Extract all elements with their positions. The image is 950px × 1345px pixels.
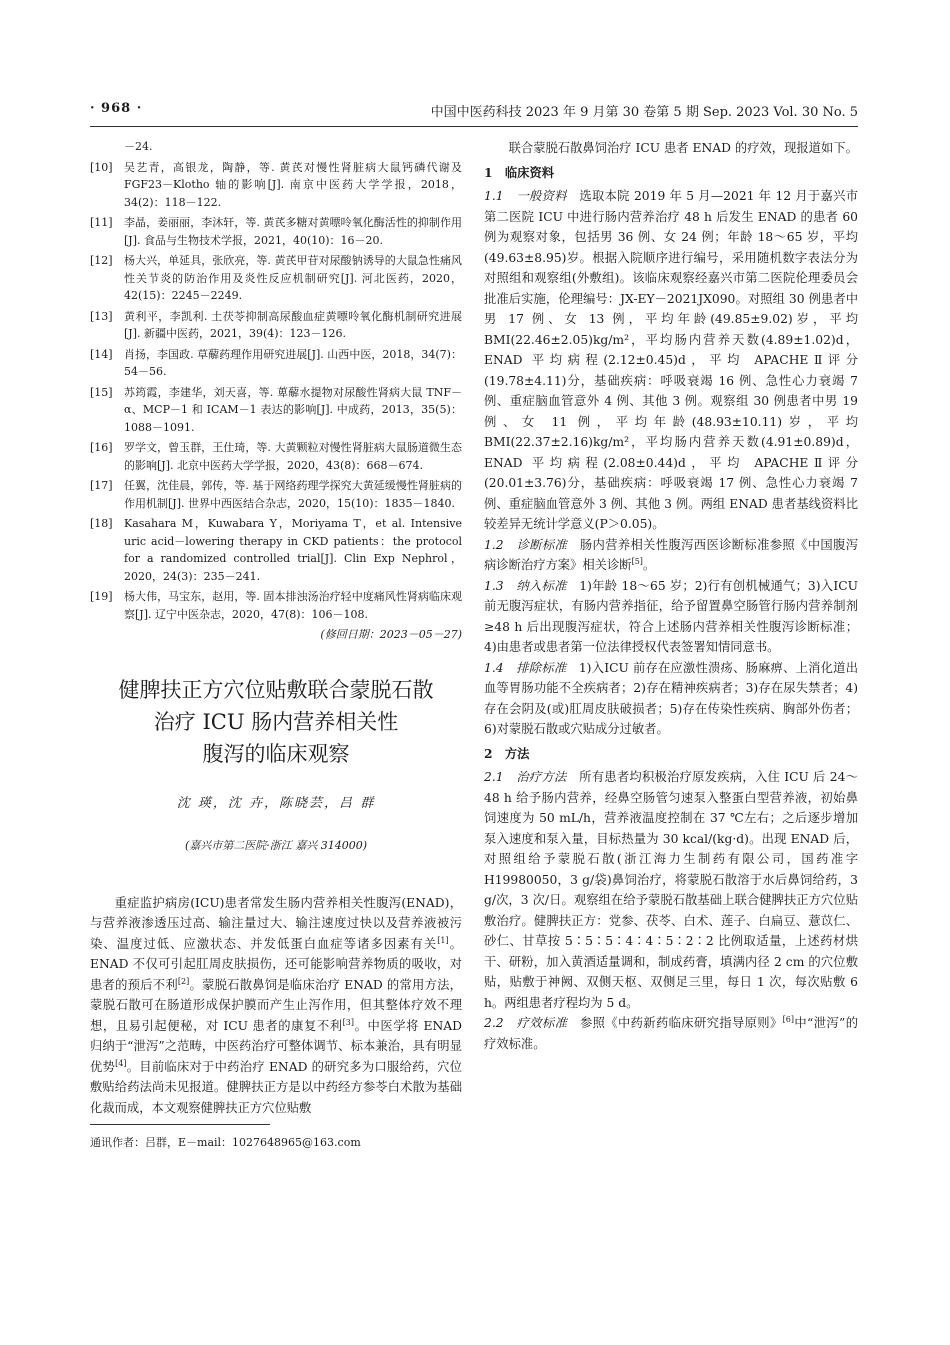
intro-paragraph: 重症监护病房(ICU)患者常发生肠内营养相关性腹泻(ENAD)，与营养液渗透压过高、输注量过大、输注速度过快以及营养液被污染、温度过低、应激状态、并发低蛋白血症等诸多因素有关[1]。ENAD 不仅可引起肛周皮肤损伤，还可能影响营养物质的吸收，对患者的预后不利[2]。蒙脱石散鼻饲是临床治疗 ENAD 的常用方法，蒙脱石散可在肠道形成保护膜而产生止泻作用，但其整体疗效不理想，且易引起便秘，对 ICU 患者的康复不利[3]。中医学将 ENAD 归纳于“泄泻”之范畴，中医药治疗可整体调节、标本兼治，具有明显优势[4]。目前临床对于中药治疗 ENAD 的研究多为口服给药，穴位敷贴给药法尚未见报道。健脾扶正方是以中药经方参苓白术散为基础化裁而成，本文观察健脾扶正方穴位贴敷 xyxy=(90,895,462,1115)
reference-text: 杨大伟，马宝东，赵用，等. 固本排浊汤治疗轻中度痛风性肾病临床观察[J]. 辽宁中医杂志，2020，47(8)：106－108. xyxy=(124,590,462,621)
reference-item xyxy=(90,515,462,585)
reference-text: 罗学文，曾玉群，王仕琦，等. 大黄颗粒对慢性肾脏病大鼠肠道微生态的影响[J]. 北京中医药大学学报，2020，43(8)：668－674. xyxy=(124,441,462,472)
article-title-line-2: 治疗 ICU 肠内营养相关性 xyxy=(153,709,399,734)
affiliation: (嘉兴市第二医院·浙江 嘉兴 314000) xyxy=(184,839,368,852)
section-heading-2: 2 方法 xyxy=(484,745,530,761)
intro-continuation: 联合蒙脱石散鼻饲治疗 ICU 患者 ENAD 的疗效，现报道如下。 xyxy=(508,141,858,155)
page-number: · 968 · xyxy=(90,101,143,116)
reference-list xyxy=(90,159,462,624)
reference-item xyxy=(90,384,462,437)
subsection-1-4: 1.4 排除标准 1)入ICU 前存在应激性溃疡、肠麻痹、上消化道出血等胃肠功能不全疾病者；2)存在精神疾病者；3)存在尿失禁者；4)存在会阴及(或)肛周皮肤破损者；5)存在传染性疾病、胸部外伤者；6)对蒙脱石散或穴贴成分过敏者。 xyxy=(484,660,858,736)
subsection-label: 1.1 一般资料 xyxy=(484,189,567,203)
authors: 沈 瑛，沈 卉，陈晓芸，吕 群 xyxy=(176,795,376,811)
right-column xyxy=(484,138,858,1054)
reference-text: 吴艺青，高银龙，陶静，等. 黄芪对慢性肾脏病大鼠钙磷代谢及 FGF23－Klotho 轴的影响[J]. 南京中医药大学学报，2018，34(2)：118－122. xyxy=(124,160,462,209)
reference-item xyxy=(90,159,462,212)
article-title-line-3: 腹泻的临床观察 xyxy=(202,741,350,766)
subsection-label: 1.3 纳入标准 xyxy=(484,578,567,593)
reference-number: [16] xyxy=(90,441,113,454)
page-header xyxy=(90,96,858,127)
citation-4: [4] xyxy=(115,1058,127,1068)
reference-item xyxy=(90,252,462,305)
subsection-1-3: 1.3 纳入标准 1)年龄 18～65 岁；2)行有创机械通气；3)入ICU 前无腹泻症状，有肠内营养指征，给予留置鼻空肠管行肠内营养制剂≥48 h 后出现腹泻症状，符合上述肠内营养相关性腹泻诊断标准；4)由患者或患者第一位法律授权代表签署知情同意书。 xyxy=(484,578,858,654)
subsection-label: 1.2 诊断标准 xyxy=(484,537,568,552)
subsection-label: 2.1 治疗方法 xyxy=(484,770,567,784)
reference-text: 任翼，沈佳晨，郭传，等. 基于网络药理学探究大黄延缓慢性肾脏病的作用机制[J]. 世界中西医结合杂志，2020，15(10)：1835－1840. xyxy=(124,479,462,510)
reference-item xyxy=(90,477,462,512)
subsection-1-1: 1.1 一般资料 选取本院 2019 年 5 月—2021 年 12 月于嘉兴市第二医院 ICU 中进行肠内营养治疗 48 h 后发生 ENAD 的患者 60 例为观察对象，包括男 36 例、女 24 例；年龄 18～65 岁，平均(49.63±8.95)岁。根据入院顺序进行编号，采用随机数字表法分为对照组和观察组(外敷组)。该临床观察经嘉兴市第二医院伦理委员会批准后实施，伦理编号：JX-EY－2021JX090。对照组 30 例患者中男 17 例、女 13 例，平均年龄(49.85±9.02)岁，平均 BMI(22.46±2.05)kg/m²，平均肠内营养天数(4.89±1.02)d，ENAD 平均病程(2.12±0.45)d，平均 APACHEⅡ评分(19.78±4.11)分，基础疾病：呼吸衰竭 16 例、急性心力衰竭 7 例、重症脑血管意外 4 例、其他 3 例。观察组 30 例患者中男 19 例、女 11 例，平均年龄(48.93±10.11)岁，平均 BMI(22.37±2.16)kg/m²，平均肠内营养天数(4.91±0.89)d，ENAD 平均病程(2.08±0.44)d，平均 APACHEⅡ评分(20.01±3.76)分，基础疾病：呼吸衰竭 17 例、急性心力衰竭 7 例、重症脑血管意外 3 例、其他 3 例。两组 ENAD 患者基线资料比较差异无统计学意义(P＞0.05)。 xyxy=(484,189,858,531)
subsection-label: 2.2 疗效标准 xyxy=(484,1016,568,1030)
reference-number: [15] xyxy=(90,385,113,399)
reference-number: [14] xyxy=(90,347,113,361)
reference-item xyxy=(90,439,462,474)
subsection-1-2: 1.2 诊断标准 肠内营养相关性腹泻西医诊断标准参照《中国腹泻病诊断治疗方案》相关诊断[5]。 xyxy=(484,537,858,572)
reference-text: 杨大兴，单延具，张欣亮，等. 黄芪甲苷对尿酸钠诱导的大鼠急性痛风性关节炎的防治作用及炎性反应机制研究[J]. 河北医药，2020，42(15)：2245－2249. xyxy=(124,254,462,302)
reference-item xyxy=(90,346,462,381)
revision-date: (修回日期：2023－05－27) xyxy=(320,628,462,641)
reference-number: [10] xyxy=(90,160,113,174)
reference-text: Kasahara M，Kuwabara Y，Moriyama T，et al. Intensive uric acid－lowering therapy in CKD patients：the protocol for a randomized controlled trial[J]. Clin Exp Nephrol，2020，24(3)：235－241. xyxy=(124,517,462,583)
reference-number: [17] xyxy=(90,479,113,492)
subsection-2-1: 2.1 治疗方法 所有患者均积极治疗原发疾病，入住 ICU 后 24～48 h 给予肠内营养，经鼻空肠管匀速泵入整蛋白型营养液，初始鼻饲速度为 50 mL/h，营养液温度控制在 37 ℃左右；之后逐步增加泵入速度和泵入量，目标热量为 30 kcal/(kg·d)。出现 ENAD 后，对照组给予蒙脱石散(浙江海力生制药有限公司，国药准字 H19980050，3 g/袋)鼻饲治疗，将蒙脱石散溶于水后鼻饲给药，3 g/次，3 次/日。观察组在给予蒙脱石散基础上联合健脾扶正方穴位贴敷治疗。健脾扶正方：党参、茯苓、白术、莲子、白扁豆、薏苡仁、砂仁、甘草按 5∶5∶5∶4∶4∶5∶2∶2 比例取适量，上述药材烘干、研粉，加入黄酒适量调和，制成药膏，填满内径 2 cm 的穴位敷贴，贴敷于神阙、双侧天枢、双侧足三里，每日 1 次，每次贴敷 6 h。两组患者疗程均为 5 d。 xyxy=(484,770,858,1010)
citation-6: [6] xyxy=(782,1014,794,1024)
reference-number: [11] xyxy=(90,216,113,229)
article-title-block xyxy=(90,674,462,857)
reference-text: 肖扬，李国政. 草薢药理作用研究进展[J]. 山西中医，2018，34(7)：54－56. xyxy=(124,347,462,378)
reference-text: 黄利平，李凯利. 土茯苓抑制高尿酸血症黄嘌呤氧化酶机制研究进展[J]. 新疆中医药，2021，39(4)：123－126. xyxy=(124,309,462,340)
reference-number: [12] xyxy=(90,254,113,267)
reference-continuation: －24. xyxy=(124,140,153,153)
footnote-divider xyxy=(90,1124,270,1125)
reference-number: [19] xyxy=(90,590,113,603)
citation-1: [1] xyxy=(437,935,449,945)
citation-2: [2] xyxy=(177,976,190,986)
left-column xyxy=(90,138,462,1154)
reference-number: [18] xyxy=(90,517,113,530)
citation-5: [5] xyxy=(631,556,643,566)
reference-item xyxy=(90,588,462,623)
reference-item xyxy=(90,308,462,343)
subsection-2-2: 2.2 疗效标准 参照《中药新药临床研究指导原则》[6]中“泄泻”的疗效标准。 xyxy=(484,1014,858,1051)
reference-text: 李晶，姜丽丽，李沐轩，等. 黄芪多糖对黄嘌呤氧化酶活性的抑制作用[J]. 食品与生物技术学报，2021，40(10)：16－20. xyxy=(124,216,462,247)
section-heading-1: 1 临床资料 xyxy=(484,164,555,180)
journal-citation: 中国中医药科技 2023 年 9 月第 30 卷第 5 期 Sep. 2023 Vol. 30 No. 5 xyxy=(430,105,858,120)
subsection-label: 1.4 排除标准 xyxy=(484,660,567,675)
reference-item xyxy=(90,214,462,249)
article-title-line-1: 健脾扶正方穴位贴敷联合蒙脱石散 xyxy=(118,677,434,702)
reference-number: [13] xyxy=(90,309,113,323)
citation-3: [3] xyxy=(342,1017,355,1027)
reference-text: 苏筠霞，李建华，刘天喜，等. 萆薢水提物对尿酸性肾病大鼠 TNF－α、MCP－1 和 ICAM－1 表达的影响[J]. 中成药，2013，35(5)：1088－1091. xyxy=(124,385,462,434)
corresponding-author: 通讯作者：吕群，E－mail：1027648965@163.com xyxy=(90,1136,361,1149)
